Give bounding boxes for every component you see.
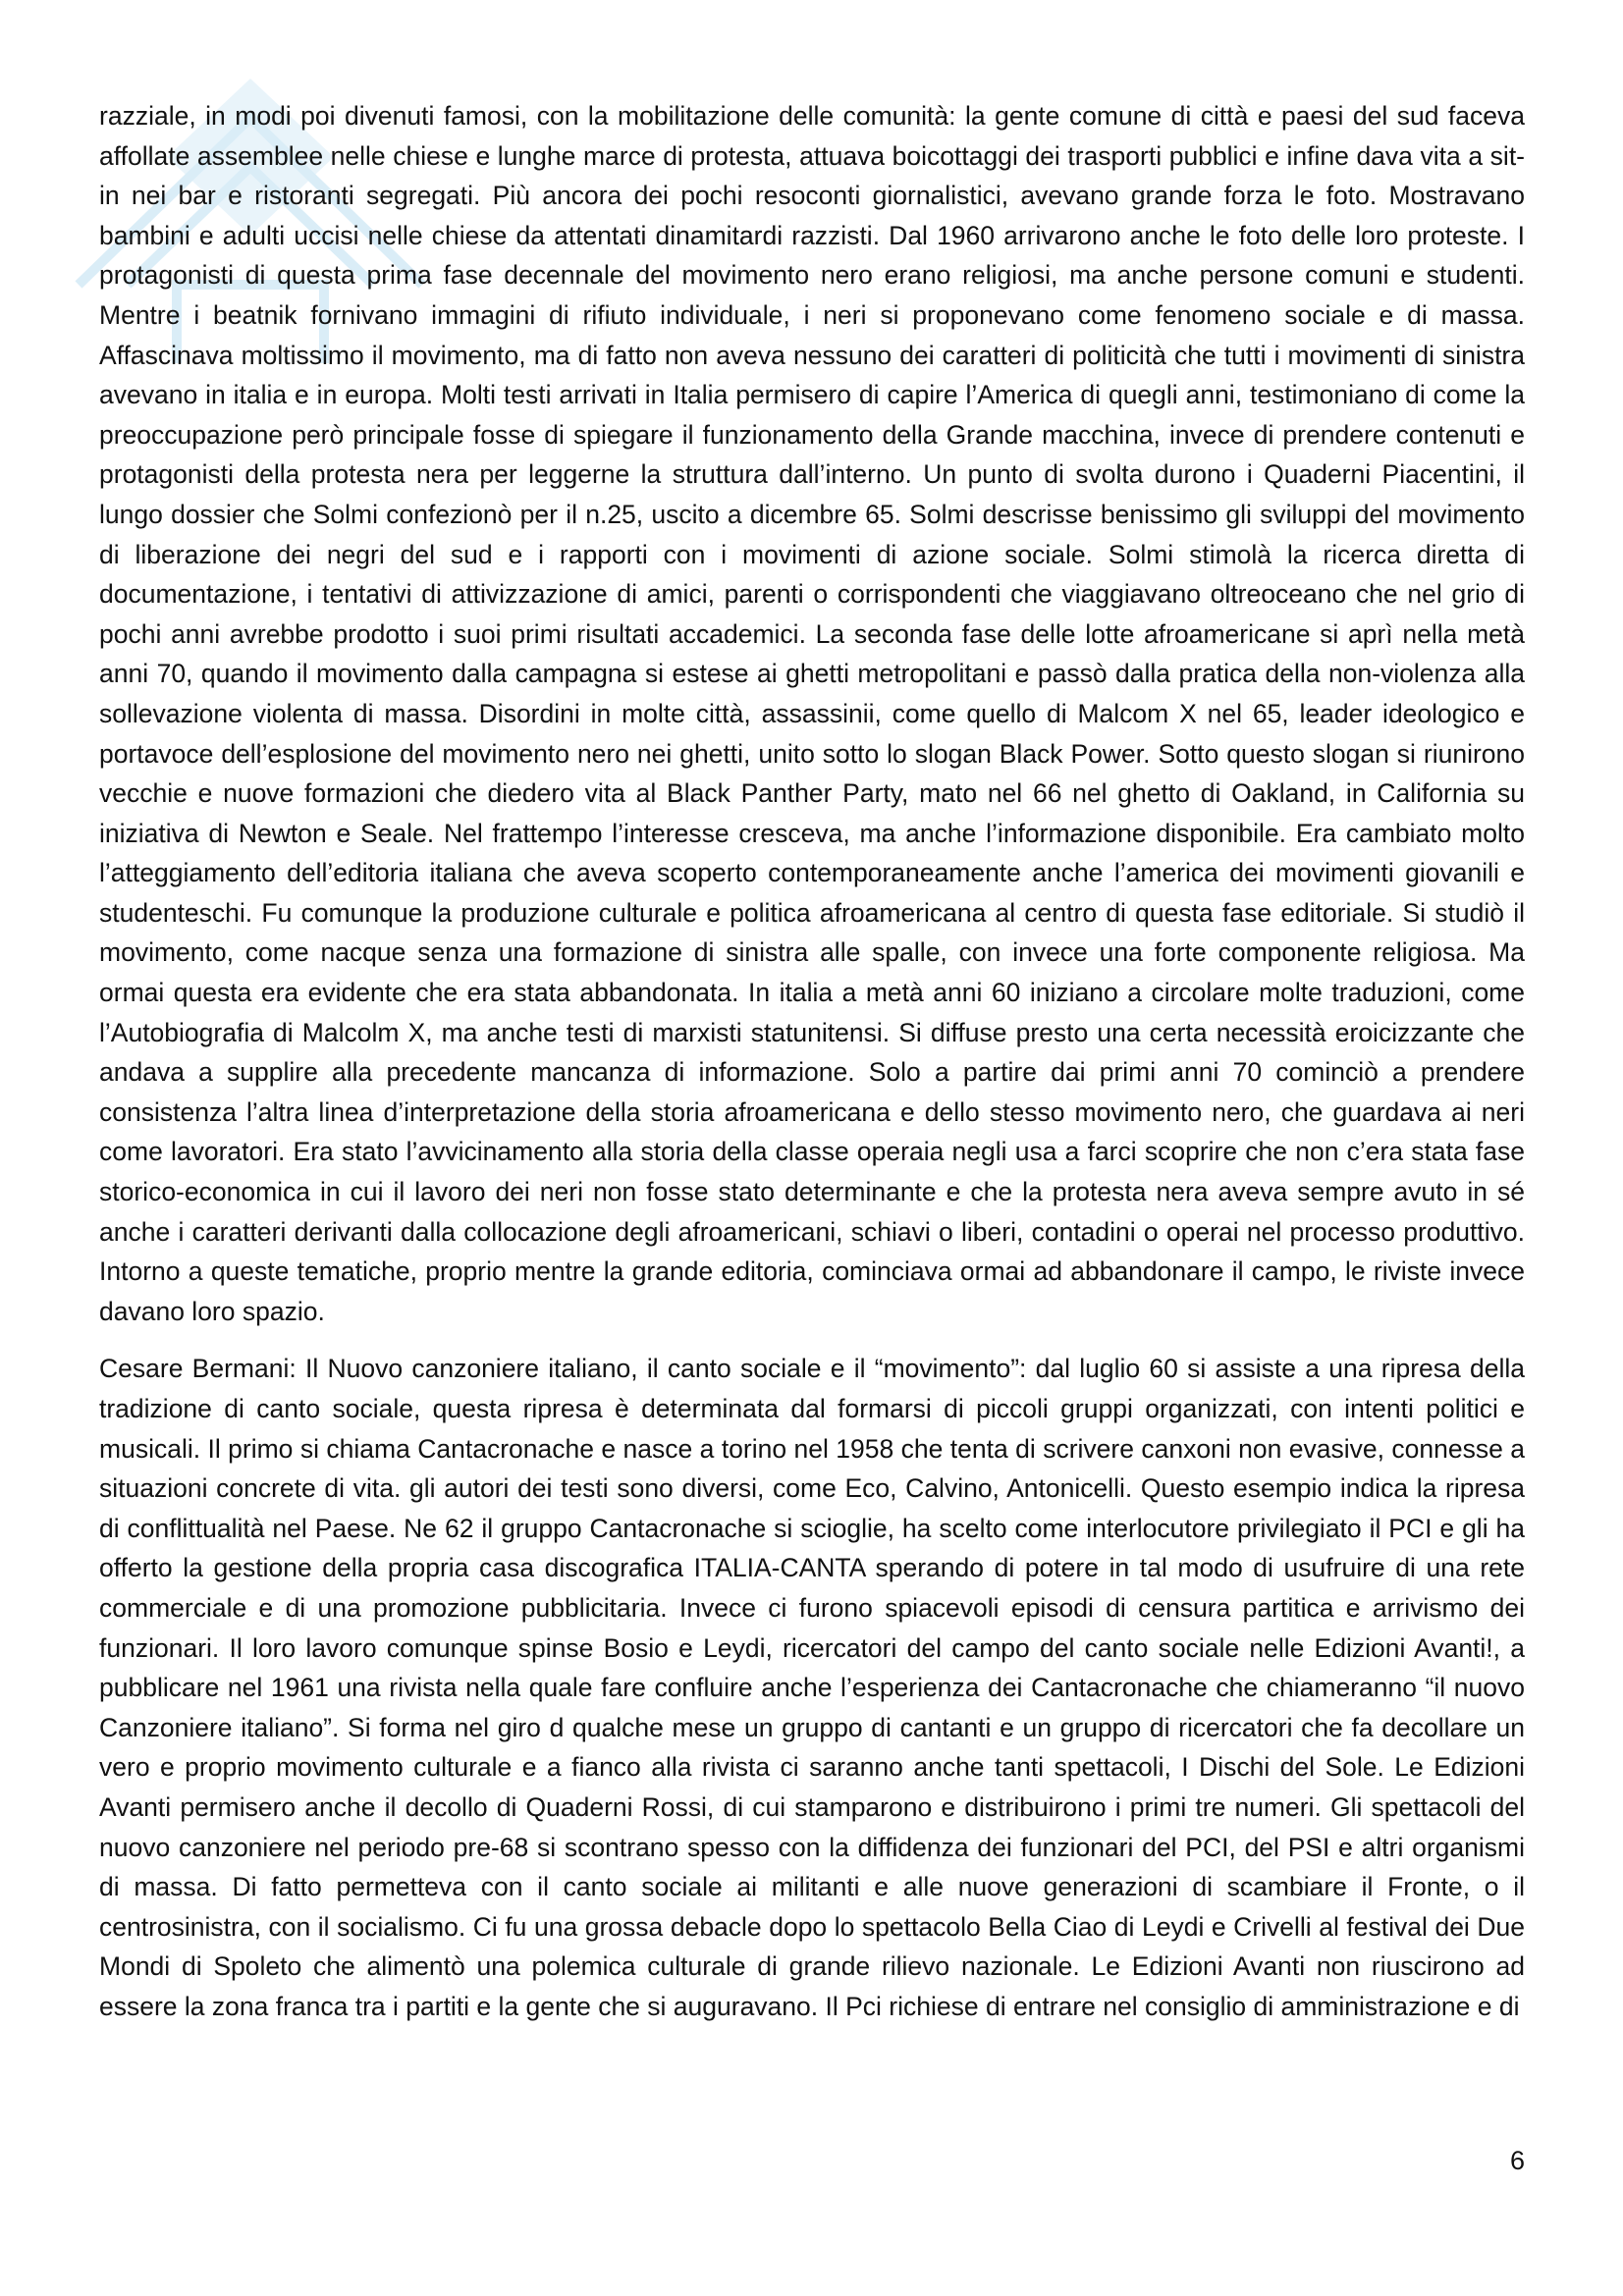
paragraph-afroamerican-movement: razziale, in modi poi divenuti famosi, con la mobilitazione delle comunità: la gente comune di città e paesi del sud faceva affollate assemblee nelle chiese e lunghe marce di protesta, attuava boicottaggi dei trasporti pubblici e infine dava vita a sit-in nei bar e ristoranti segregati. Più ancora dei pochi resoconti giornalistici, avevano grande forza le foto. Mostravano bambini e adulti uccisi nelle chiese da attentati dinamitardi razzisti. Dal 1960 arrivarono anche le foto delle loro proteste. I protagonisti di questa prima fase decennale del movimento nero erano religiosi, ma anche persone comuni e studenti. Mentre i beatnik fornivano immagini di rifiuto individuale, i neri si proponevano come fenomeno sociale e di massa. Affascinava moltissimo il movimento, ma di fatto non aveva nessuno dei caratteri di politicità che tutti i movimenti di sinistra avevano in italia e in europa. Molti testi arrivati in Italia permisero di capire l’America di quegli anni, testimoniano di come la preoccupazione però principale fosse di spiegare il funzionamento della Grande macchina, invece di prendere contenuti e protagonisti della protesta nera per leggerne la struttura dall’interno. Un punto di svolta durono i Quaderni Piacentini, il lungo dossier che Solmi confezionò per il n.25, uscito a dicembre 65. Solmi descrisse benissimo gli sviluppi del movimento di liberazione dei negri del sud e i rapporti con i movimenti di azione sociale. Solmi stimolà la ricerca diretta di documentazione, i tentativi di attivizzazione di amici, parenti o corrispondenti che viaggiavano oltreoceano che nel grio di pochi anni avrebbe prodotto i suoi primi risultati accademici. La seconda fase delle lotte afroamericane si aprì nella metà anni 70, quando il movimento dalla campagna si estese ai ghetti metropolitani e passò dalla pratica della non-violenza alla sollevazione violenta di massa. Disordini in molte città, assassinii, come quello di Malcom X nel 65, leader ideologico e portavoce dell’esplosione del movimento nero nei ghetti, unito sotto lo slogan Black Power. Sotto questo slogan si riunirono vecchie e nuove formazioni che diedero vita al Black Panther Party, mato nel 66 nel ghetto di Oakland, in California su iniziativa di Newton e Seale. Nel frattempo l’interesse cresceva, ma anche l’informazione disponibile. Era cambiato molto l’atteggiamento dell’editoria italiana che aveva scoperto contemporaneamente anche l’america dei movimenti giovanili e studenteschi. Fu comunque la produzione culturale e politica afroamericana al centro di questa fase editoriale. Si studiò il movimento, come nacque senza una formazione di sinistra alle spalle, con invece una forte componente religiosa. Ma ormai questa era evidente che era stata abbandonata. In italia a metà anni 60 iniziano a circolare molte traduzioni, come l’Autobiografia di Malcolm X, ma anche testi di marxisti statunitensi. Si diffuse presto una certa necessità eroicizzante che andava a supplire alla precedente mancanza di informazione. Solo a partire dai primi anni 70 cominciò a prendere consistenza l’altra linea d’interpretazione della storia afroamericana e dello stesso movimento nero, che guardava ai neri come lavoratori. Era stato l’avvicinamento alla storia della classe operaia negli usa a farci scoprire che non c’era stata fase storico-economica in cui il lavoro dei neri non fosse stato determinante e che la protesta nera aveva sempre avuto in sé anche i caratteri derivanti dalla collocazione degli afroamericani, schiavi o liberi, contadini o operai nel processo produttivo. Intorno a queste tematiche, proprio mentre la grande editoria, cominciava ormai ad abbandonare il campo, le riviste invece davano loro spazio. (99, 101, 1525, 1326)
document-page (99, 96, 1525, 2027)
paragraph-nuovo-canzoniere: Cesare Bermani: Il Nuovo canzoniere italiano, il canto sociale e il “movimento”: dal luglio 60 si assiste a una ripresa della tradizione di canto sociale, questa ripresa è determinata dal formarsi di piccoli gruppi organizzati, con intenti politici e musicali. Il primo si chiama Cantacronache e nasce a torino nel 1958 che tenta di scrivere canxoni non evasive, connesse a situazioni concrete di vita. gli autori dei testi sono diversi, come Eco, Calvino, Antonicelli. Questo esempio indica la ripresa di conflittualità nel Paese. Ne 62 il gruppo Cantacronache si scioglie, ha scelto come interlocutore privilegiato il PCI e gli ha offerto la gestione della propria casa discografica ITALIA-CANTA sperando di potere in tal modo di usufruire di una rete commerciale e di una promozione pubblicitaria. Invece ci furono spiacevoli episodi di censura partitica e arrivismo dei funzionari. Il loro lavoro comunque spinse Bosio e Leydi, ricercatori del campo del canto sociale nelle Edizioni Avanti!, a pubblicare nel 1961 una rivista nella quale fare confluire anche l’esperienza dei Cantacronache che chiameranno “il nuovo Canzoniere italiano”. Si forma nel giro d qualche mese un gruppo di cantanti e un gruppo di ricercatori che fa decollare un vero e proprio movimento culturale e a fianco alla rivista ci saranno anche tanti spettacoli, I Dischi del Sole. Le Edizioni Avanti permisero anche il decollo di Quaderni Rossi, di cui stamparono e distribuirono i primi tre numeri. Gli spettacoli del nuovo canzoniere nel periodo pre-68 si scontrano spesso con la diffidenza dei funzionari del PCI, del PSI e altri organismi di massa. Di fatto permetteva con il canto sociale ai militanti e alle nuove generazioni di scambiare il Fronte, o il centrosinistra, con il socialismo. Ci fu una grossa debacle dopo lo spettacolo Bella Ciao di Leydi e Crivelli al festival dei Due Mondi di Spoleto che alimentò una polemica culturale di grande rilievo nazionale. Le Edizioni Avanti non riuscirono ad essere la zona franca tra i partiti e la gente che si auguravano. Il Pci richiese di entrare nel consiglio di amministrazione e di (99, 1354, 1525, 2021)
page-number: 6 (1509, 2146, 1525, 2175)
